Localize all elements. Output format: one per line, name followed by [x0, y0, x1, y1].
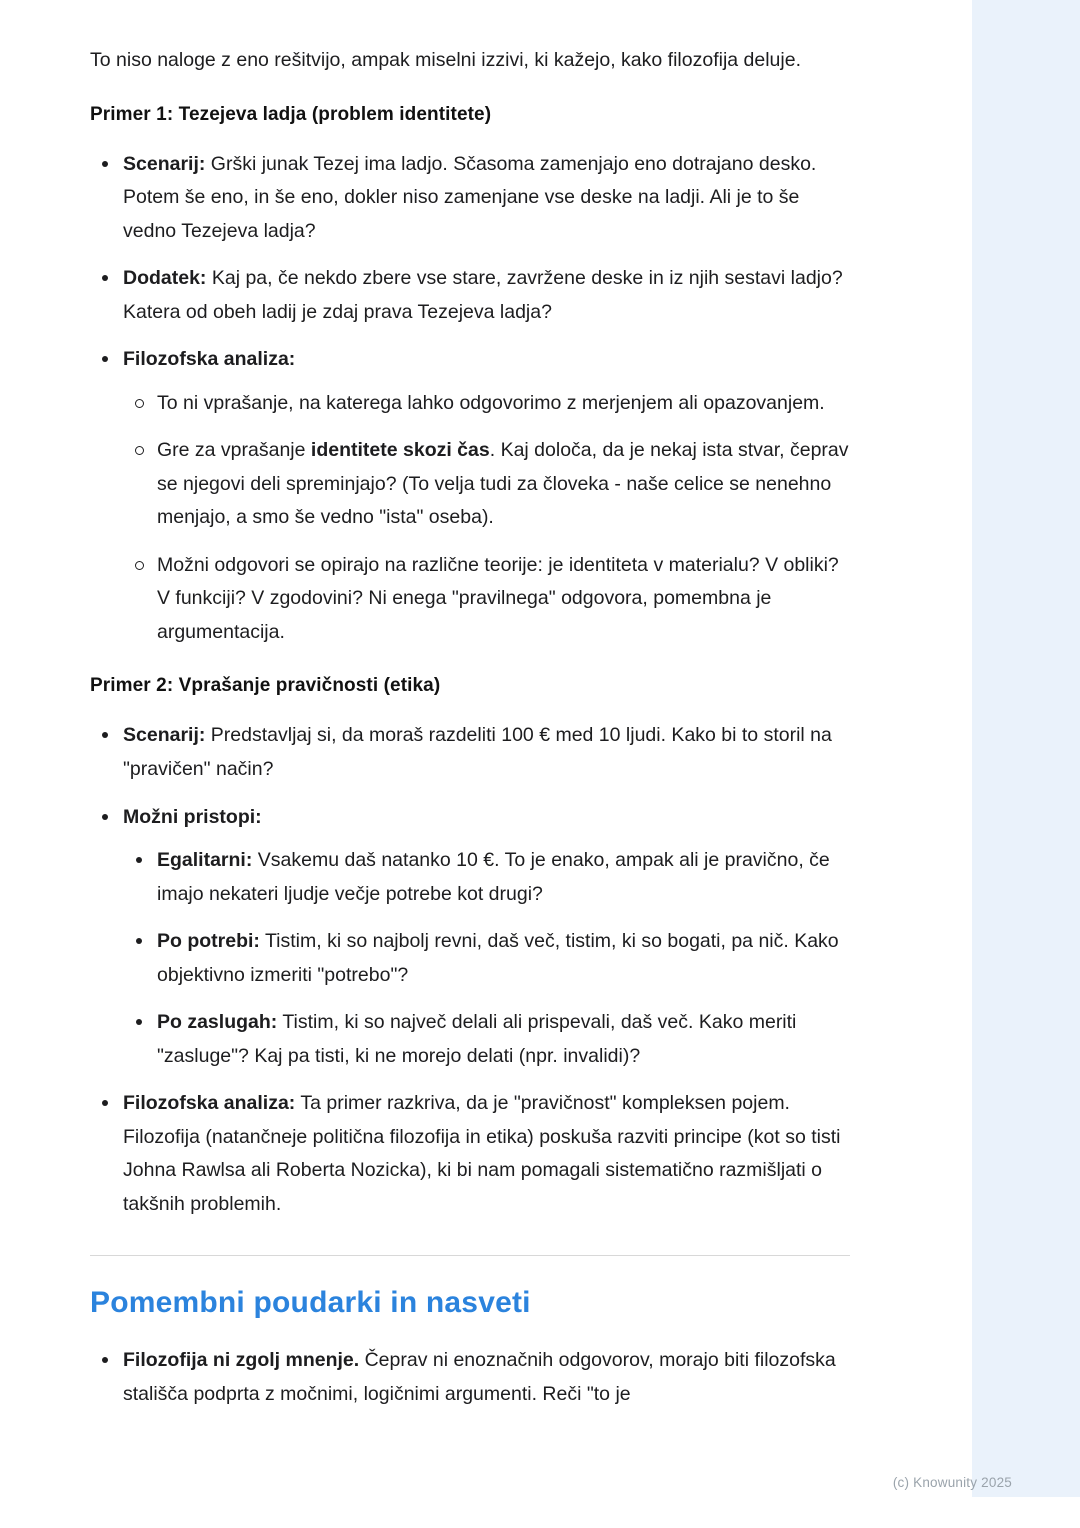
watermark: (c) Knowunity 2025: [892, 1475, 1012, 1490]
addendum-text: Kaj pa, če nekdo zbere vse stare, zavržene deske in iz njih sestavi ladjo? Katera od obeh ladij je zdaj prava Tezejeva ladja?: [123, 267, 843, 323]
list-item: [123, 844, 850, 911]
list-item: [123, 1006, 850, 1073]
addendum-label: Dodatek:: [123, 267, 207, 290]
example-1-analysis-list: [123, 387, 850, 650]
example-2-list: [90, 719, 850, 1221]
approaches-list: [123, 844, 850, 1073]
approach-3-text: Tistim, ki so največ delali ali prispevali, daš več. Kako meriti "zasluge"? Kaj pa tisti, ki ne morejo delati (npr. invalidi)?: [157, 1011, 797, 1067]
list-item: [123, 387, 850, 421]
highlights-heading: Pomembni poudarki in nasveti: [90, 1286, 531, 1320]
list-item: [123, 549, 850, 650]
intro-paragraph: To niso naloge z eno rešitvijo, ampak miselni izzivi, ki kažejo, kako filozofija deluje.: [90, 49, 801, 71]
list-item: [90, 1087, 850, 1221]
analysis-label: Filozofska analiza:: [123, 1092, 296, 1115]
list-item: [90, 719, 850, 786]
approach-1-text: Vsakemu daš natanko 10 €. To je enako, ampak ali je pravično, če imajo nekateri ljudje večje potrebe kot drugi?: [157, 849, 830, 905]
highlight-1-text: Čeprav ni enoznačnih odgovorov, morajo biti filozofska stališča podprta z močnimi, logičnimi argumenti. Reči "to je: [123, 1349, 836, 1405]
approach-2-text: Tistim, ki so najbolj revni, daš več, tistim, ki so bogati, pa nič. Kako objektivno izmeriti "potrebo"?: [157, 930, 839, 986]
analysis-label: Filozofska analiza:: [123, 348, 296, 371]
list-item: [90, 343, 850, 649]
list-item: [123, 925, 850, 992]
analysis-text-2-bold: identitete skozi čas: [310, 439, 490, 462]
example-1-heading: Primer 1: Tezejeva ladja (problem identitete): [90, 103, 492, 125]
list-item: [123, 434, 850, 535]
approaches-label: Možni pristopi:: [123, 805, 262, 828]
scenario-text: Predstavljaj si, da moraš razdeliti 100 € med 10 ljudi. Kako bi to storil na "pravičen" način?: [123, 724, 832, 780]
analysis-text-1: To ni vprašanje, na katerega lahko odgovorimo z merjenjem ali opazovanjem.: [157, 391, 825, 414]
analysis-text: Ta primer razkriva, da je "pravičnost" kompleksen pojem. Filozofija (natančneje politična filozofija in etika) poskuša razviti principe (kot so tisti Johna Rawlsa ali Roberta Nozicka), ki bi nam pomagali sistematično razmišljati o takšnih problemih.: [123, 1092, 841, 1215]
scenario-text: Grški junak Tezej ima ladjo. Sčasoma zamenjajo eno dotrajano desko. Potem še eno, in še eno, dokler niso zamenjane vse deske na ladji. Ali je to še vedno Tezejeva ladja?: [123, 152, 817, 242]
approach-3-label: Po zaslugah:: [157, 1011, 278, 1034]
list-item: [90, 1344, 850, 1411]
example-2-heading: Primer 2: Vprašanje pravičnosti (etika): [90, 675, 441, 697]
document-content: [90, 44, 850, 1437]
highlights-list: [90, 1344, 850, 1411]
analysis-text-3: Možni odgovori se opirajo na različne teorije: je identiteta v materialu? V obliki? V funkciji? V zgodovini? Ni enega "pravilnega" odgovora, pomembna je argumentacija.: [157, 553, 839, 643]
approach-2-label: Po potrebi:: [157, 930, 260, 953]
scenario-label: Scenarij:: [123, 724, 206, 747]
list-item: [90, 148, 850, 249]
scenario-label: Scenarij:: [123, 152, 206, 175]
list-item: [90, 801, 850, 1074]
highlight-1-label: Filozofija ni zgolj mnenje.: [123, 1349, 360, 1372]
analysis-text-2-post: . Kaj določa, da je nekaj ista stvar, čeprav se njegovi deli spreminjajo? (To velja tudi za človeka - naše celice se nenehno menjajo, a smo še vedno "ista" oseba).: [157, 439, 849, 529]
right-side-rail: [972, 0, 1080, 1497]
section-divider: [90, 1255, 850, 1256]
analysis-text-2-pre: Gre za vprašanje: [157, 439, 311, 462]
list-item: [90, 262, 850, 329]
approach-1-label: Egalitarni:: [157, 849, 253, 872]
example-1-list: [90, 148, 850, 650]
